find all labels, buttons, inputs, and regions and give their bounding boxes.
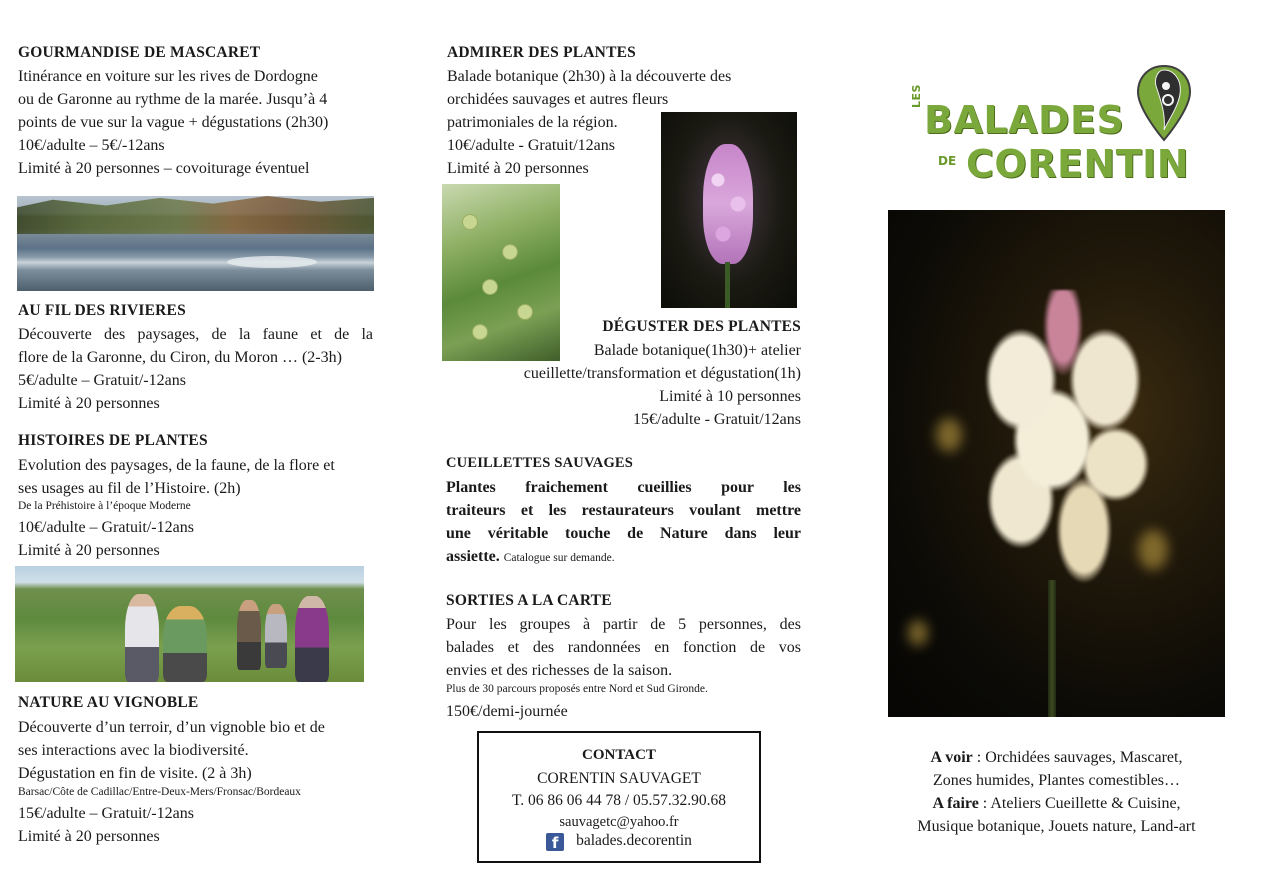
a-voir-label: A voir (930, 749, 973, 766)
deguster-line-2: cueillette/transformation et dégustation(1h) (523, 365, 801, 382)
mascaret-line-2: ou de Garonne au rythme de la marée. Jusqu’à 4 (18, 91, 328, 108)
contact-email[interactable]: sauvagetc@yahoo.fr (559, 814, 679, 830)
sorties-line-1: Pour les groupes à partir de 5 personnes, des (446, 616, 801, 633)
section-title-sorties: SORTIES A LA CARTE (446, 592, 612, 609)
mascaret-line-3: points de vue sur la vague + dégustations (2h30) (18, 114, 329, 131)
deguster-price: 15€/adulte - Gratuit/12ans (633, 411, 801, 428)
a-faire-line-2: Musique botanique, Jouets nature, Land-art (917, 818, 1196, 835)
vignoble-small: Barsac/Côte de Cadillac/Entre-Deux-Mers/Fronsac/Bordeaux (18, 786, 301, 798)
cueillettes-catalogue: Catalogue sur demande. (503, 552, 615, 564)
a-faire-line-1 (888, 792, 1225, 815)
admirer-price: 10€/adulte - Gratuit/12ans (447, 137, 615, 154)
vignoble-price: 15€/adulte – Gratuit/-12ans (18, 805, 194, 822)
a-voir-text-1: : Orchidées sauvages, Mascaret, (972, 749, 1183, 766)
mascaret-line-1: Itinérance en voiture sur les rives de Dordogne (18, 68, 318, 85)
facebook-handle[interactable]: balades.decorentin (576, 832, 692, 849)
sorties-line-2: balades et des randonnées en fonction de vos (446, 639, 801, 656)
logo-balades: BALADES (924, 98, 1125, 142)
vignoble-limit: Limité à 20 personnes (18, 828, 160, 845)
logo-corentin: CORENTIN (966, 142, 1190, 186)
contact-facebook[interactable] (479, 832, 759, 851)
rivieres-limit: Limité à 20 personnes (18, 395, 160, 412)
brand-logo (908, 62, 1208, 192)
section-title-vignoble: NATURE AU VIGNOBLE (18, 694, 199, 711)
admirer-limit: Limité à 20 personnes (447, 160, 589, 177)
vignoble-line-3: Dégustation en fin de visite. (2 à 3h) (18, 765, 252, 782)
pink-orchid-photo (661, 112, 797, 308)
rivieres-line-1: Découverte des paysages, de la faune et de la (18, 326, 373, 343)
deguster-line-1: Balade botanique(1h30)+ atelier (593, 342, 801, 359)
histoires-price: 10€/adulte – Gratuit/-12ans (18, 519, 194, 536)
section-title-mascaret: GOURMANDISE DE MASCARET (18, 44, 261, 61)
section-title-rivieres: AU FIL DES RIVIERES (18, 302, 186, 319)
histoires-limit: Limité à 20 personnes (18, 542, 160, 559)
sorties-small: Plus de 30 parcours proposés entre Nord et Sud Gironde. (446, 683, 708, 695)
vignoble-line-1: Découverte d’un terroir, d’un vignoble bio et de (18, 719, 325, 736)
logo-de: DE (938, 154, 957, 168)
admirer-line-1: Balade botanique (2h30) à la découverte des (447, 68, 732, 85)
contact-phone[interactable]: T. 06 86 06 44 78 / 05.57.32.90.68 (511, 792, 727, 809)
cueillettes-assiette: assiette. (446, 548, 500, 565)
cueillettes-line-1: Plantes fraichement cueillies pour les (446, 479, 801, 496)
mascaret-limit: Limité à 20 personnes – covoiturage éventuel (18, 160, 310, 177)
admirer-line-3: patrimoniales de la région. (447, 114, 618, 131)
logo-les: LES (910, 84, 923, 108)
a-faire-text-1: : Ateliers Cueillette & Cuisine, (978, 795, 1181, 812)
mascaret-price: 10€/adulte – 5€/-12ans (18, 137, 165, 154)
map-pin-logo-icon (1136, 64, 1192, 142)
wild-orchid-photo (888, 210, 1225, 717)
wild-plant-photo (442, 184, 560, 361)
vignoble-line-2: ses interactions avec la biodiversité. (18, 742, 249, 759)
section-title-cueillettes: CUEILLETTES SAUVAGES (446, 455, 634, 471)
a-voir-line-2: Zones humides, Plantes comestibles… (932, 772, 1181, 789)
rivieres-price: 5€/adulte – Gratuit/-12ans (18, 372, 186, 389)
cueillettes-line-4 (446, 545, 615, 570)
deguster-limit: Limité à 10 personnes (659, 388, 801, 405)
histoires-line-2: ses usages au fil de l’Histoire. (2h) (18, 480, 241, 497)
contact-box (477, 731, 761, 863)
histoires-small: De la Préhistoire à l’époque Moderne (18, 500, 191, 512)
contact-title: CONTACT (582, 747, 656, 763)
cueillettes-line-2: traiteurs et les restaurateurs voulant mettre (446, 502, 801, 519)
rivieres-line-2: flore de la Garonne, du Ciron, du Moron … (2-3h) (18, 349, 342, 366)
cueillettes-line-3: une véritable touche de Nature dans leur (446, 525, 801, 542)
section-title-histoires: HISTOIRES DE PLANTES (18, 432, 208, 449)
section-title-admirer: ADMIRER DES PLANTES (447, 44, 636, 61)
hikers-photo (15, 566, 364, 682)
contact-name: CORENTIN SAUVAGET (537, 770, 701, 787)
sorties-price: 150€/demi-journée (446, 703, 568, 720)
facebook-icon: f (546, 833, 564, 851)
admirer-line-2: orchidées sauvages et autres fleurs (447, 91, 669, 108)
a-voir-line-1 (888, 746, 1225, 769)
a-faire-label: A faire (932, 795, 979, 812)
histoires-line-1: Evolution des paysages, de la faune, de la flore et (18, 457, 335, 474)
river-photo (17, 196, 374, 291)
sorties-line-3: envies et des richesses de la saison. (446, 662, 673, 679)
section-title-deguster: DÉGUSTER DES PLANTES (602, 318, 801, 335)
